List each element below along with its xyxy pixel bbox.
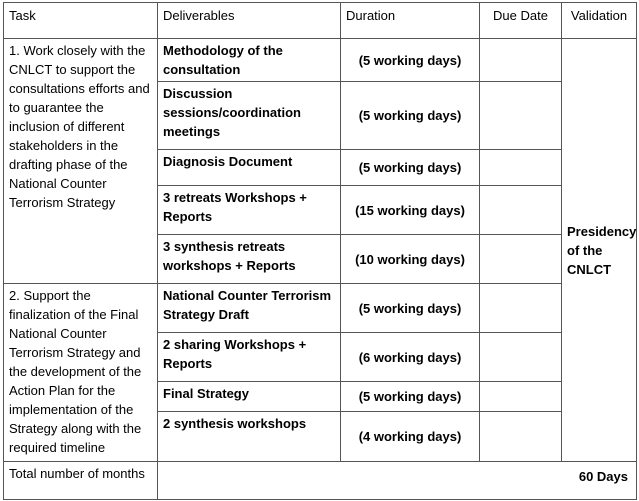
deliverable-cell: 2 synthesis workshops xyxy=(158,412,341,462)
duration-cell: (5 working days) xyxy=(341,39,480,82)
deliverable-cell: Discussion sessions/coordination meetings xyxy=(158,82,341,150)
header-due-date: Due Date xyxy=(480,3,562,39)
duration-cell: (15 working days) xyxy=(341,186,480,235)
due-date-cell xyxy=(480,284,562,333)
total-value: 60 Days xyxy=(158,462,637,500)
header-duration: Duration xyxy=(341,3,480,39)
due-date-cell xyxy=(480,412,562,462)
deliverable-cell: 3 synthesis retreats workshops + Reports xyxy=(158,235,341,284)
validation-cell: Presidency of the CNLCT xyxy=(562,39,637,462)
due-date-cell xyxy=(480,382,562,412)
due-date-cell xyxy=(480,333,562,382)
deliverable-cell: National Counter Terrorism Strategy Draft xyxy=(158,284,341,333)
duration-cell: (5 working days) xyxy=(341,150,480,186)
due-date-cell xyxy=(480,150,562,186)
table-row xyxy=(4,39,637,82)
duration-cell: (5 working days) xyxy=(341,284,480,333)
due-date-cell xyxy=(480,39,562,82)
deliverables-table xyxy=(3,2,637,500)
header-task: Task xyxy=(4,3,158,39)
duration-cell: (5 working days) xyxy=(341,382,480,412)
deliverable-cell: 2 sharing Workshops + Reports xyxy=(158,333,341,382)
table-row xyxy=(4,284,637,333)
deliverable-cell: Methodology of the consultation xyxy=(158,39,341,82)
task-1-cell: 1. Work closely with the CNLCT to support the consultations efforts and to guarantee the inclusion of different stakeholders in the drafting phase of the National Counter Terrorism Strategy xyxy=(4,39,158,284)
duration-cell: (4 working days) xyxy=(341,412,480,462)
header-row xyxy=(4,3,637,39)
duration-cell: (5 working days) xyxy=(341,82,480,150)
deliverable-cell: Final Strategy xyxy=(158,382,341,412)
due-date-cell xyxy=(480,186,562,235)
header-deliverables: Deliverables xyxy=(158,3,341,39)
due-date-cell xyxy=(480,235,562,284)
duration-cell: (6 working days) xyxy=(341,333,480,382)
task-2-cell: 2. Support the finalization of the Final National Counter Terrorism Strategy and the development of the Action Plan for the implementation of the Strategy along with the required timeline xyxy=(4,284,158,462)
due-date-cell xyxy=(480,82,562,150)
total-label: Total number of months xyxy=(4,462,158,500)
deliverable-cell: Diagnosis Document xyxy=(158,150,341,186)
deliverable-cell: 3 retreats Workshops + Reports xyxy=(158,186,341,235)
total-row xyxy=(4,462,637,500)
duration-cell: (10 working days) xyxy=(341,235,480,284)
header-validation: Validation xyxy=(562,3,637,39)
